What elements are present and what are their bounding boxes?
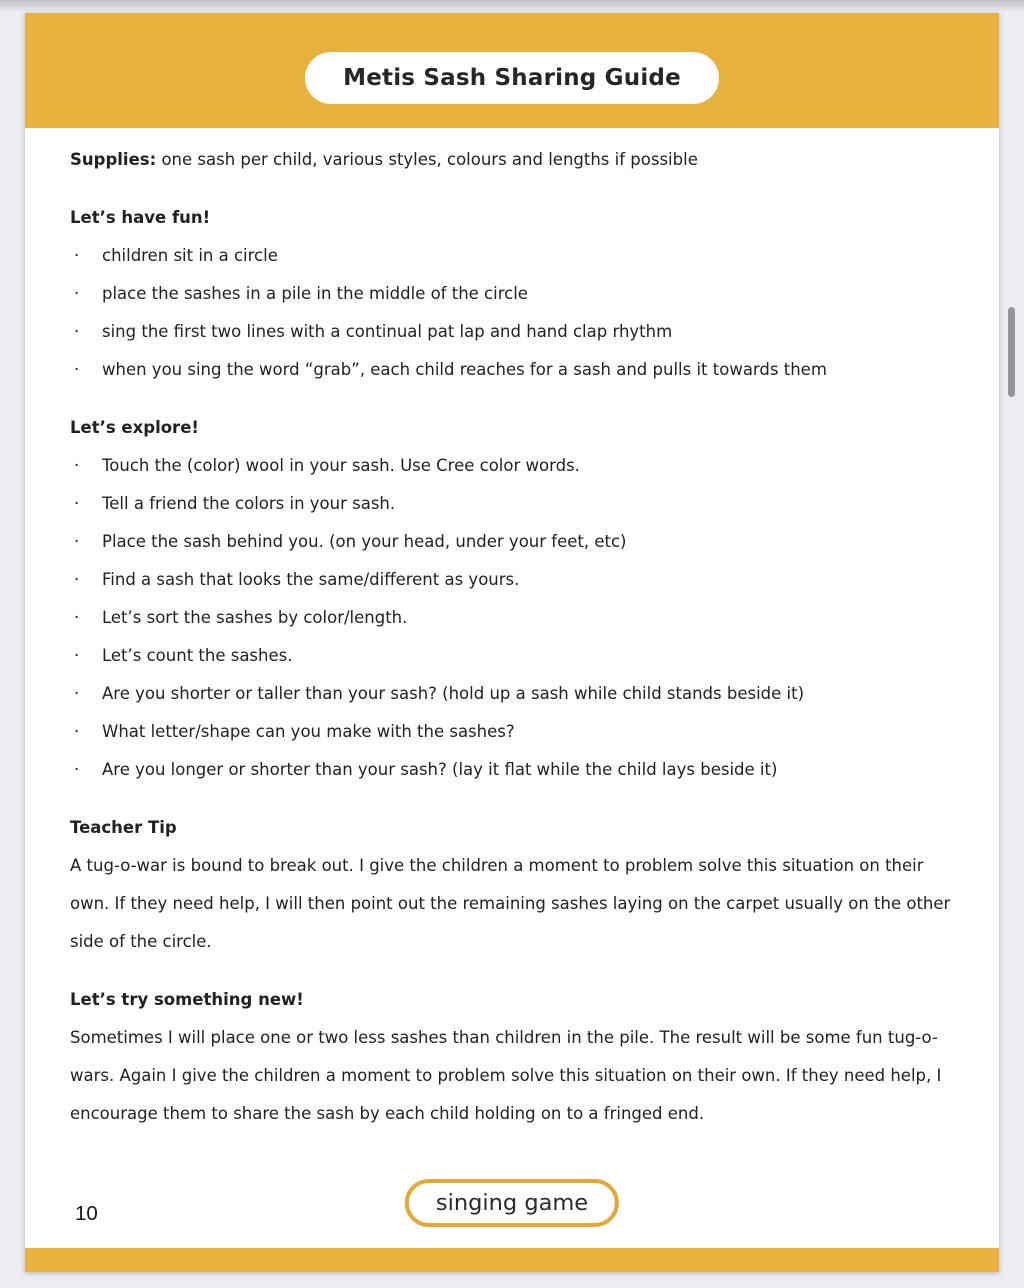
- bullet-text: Place the sash behind you. (on your head, under your feet, etc): [102, 532, 627, 551]
- footer-band: [25, 1248, 999, 1272]
- section-lets-have-fun: [70, 199, 959, 389]
- bullet-dot: ·: [74, 360, 80, 379]
- bullet-item: [70, 599, 959, 637]
- bullet-text: Are you shorter or taller than your sash? (hold up a sash while child stands beside it): [102, 684, 805, 703]
- document-page: [25, 13, 999, 1272]
- supplies-line: [70, 141, 959, 179]
- viewer-top-shadow: [0, 0, 1024, 13]
- bullet-dot: ·: [74, 532, 80, 551]
- bullet-dot: ·: [74, 646, 80, 665]
- bullet-dot: ·: [74, 284, 80, 303]
- supplies-text: one sash per child, various styles, colours and lengths if possible: [161, 150, 698, 169]
- bullet-text: What letter/shape can you make with the sashes?: [102, 722, 515, 741]
- section-heading: Teacher Tip: [70, 818, 177, 837]
- bullet-list: [70, 237, 959, 389]
- section-lets-try-something-new: [70, 981, 959, 1133]
- bullet-item: [70, 713, 959, 751]
- bullet-text: Let’s count the sashes.: [102, 646, 293, 665]
- bullet-item: [70, 313, 959, 351]
- bullet-dot: ·: [74, 760, 80, 779]
- section-heading: Let’s have fun!: [70, 208, 211, 227]
- bullet-text: Find a sash that looks the same/different as yours.: [102, 570, 520, 589]
- bullet-item: [70, 637, 959, 675]
- bullet-text: Are you longer or shorter than your sash? (lay it flat while the child lays beside it): [102, 760, 778, 779]
- section-heading: Let’s explore!: [70, 418, 199, 437]
- bullet-dot: ·: [74, 570, 80, 589]
- page-content: [25, 128, 999, 1133]
- bullet-item: [70, 523, 959, 561]
- bullet-text: Touch the (color) wool in your sash. Use Cree color words.: [102, 456, 580, 475]
- bullet-text: Let’s sort the sashes by color/length.: [102, 608, 408, 627]
- section-lets-explore: [70, 409, 959, 789]
- page-title: Metis Sash Sharing Guide: [343, 65, 681, 91]
- bullet-dot: ·: [74, 246, 80, 265]
- supplies-label: Supplies:: [70, 150, 157, 169]
- header-band: [25, 13, 999, 128]
- bullet-dot: ·: [74, 684, 80, 703]
- bullet-item: [70, 485, 959, 523]
- page-number: 10: [75, 1202, 98, 1225]
- section-teacher-tip: [70, 809, 959, 961]
- bullet-item: [70, 675, 959, 713]
- bullet-text: place the sashes in a pile in the middle of the circle: [102, 284, 528, 303]
- bullet-item: [70, 237, 959, 275]
- bullet-text: sing the first two lines with a continual pat lap and hand clap rhythm: [102, 322, 673, 341]
- section-paragraph: Sometimes I will place one or two less sashes than children in the pile. The result will be some fun tug-o-wars. Again I give the children a moment to problem solve this situation on their own. If they need help, I encourage them to share the sash by each child holding on to a fringed end.: [70, 1028, 942, 1123]
- bullet-item: [70, 447, 959, 485]
- bullet-list: [70, 447, 959, 789]
- bullet-dot: ·: [74, 722, 80, 741]
- bullet-dot: ·: [74, 456, 80, 475]
- bullet-item: [70, 351, 959, 389]
- bullet-item: [70, 561, 959, 599]
- bullet-text: Tell a friend the colors in your sash.: [102, 494, 396, 513]
- bullet-dot: ·: [74, 322, 80, 341]
- section-heading: Let’s try something new!: [70, 990, 304, 1009]
- bullet-dot: ·: [74, 494, 80, 513]
- section-paragraph: A tug-o-war is bound to break out. I give the children a moment to problem solve this situation on their own. If they need help, I will then point out the remaining sashes laying on the carpet usually on the other side of the circle.: [70, 856, 951, 951]
- bullet-item: [70, 751, 959, 789]
- scrollbar-thumb[interactable]: [1008, 307, 1015, 397]
- title-pill: [305, 52, 719, 104]
- bullet-text: when you sing the word “grab”, each child reaches for a sash and pulls it towards them: [102, 360, 827, 379]
- bullet-item: [70, 275, 959, 313]
- category-badge: singing game: [405, 1179, 619, 1227]
- bullet-text: children sit in a circle: [102, 246, 278, 265]
- bullet-dot: ·: [74, 608, 80, 627]
